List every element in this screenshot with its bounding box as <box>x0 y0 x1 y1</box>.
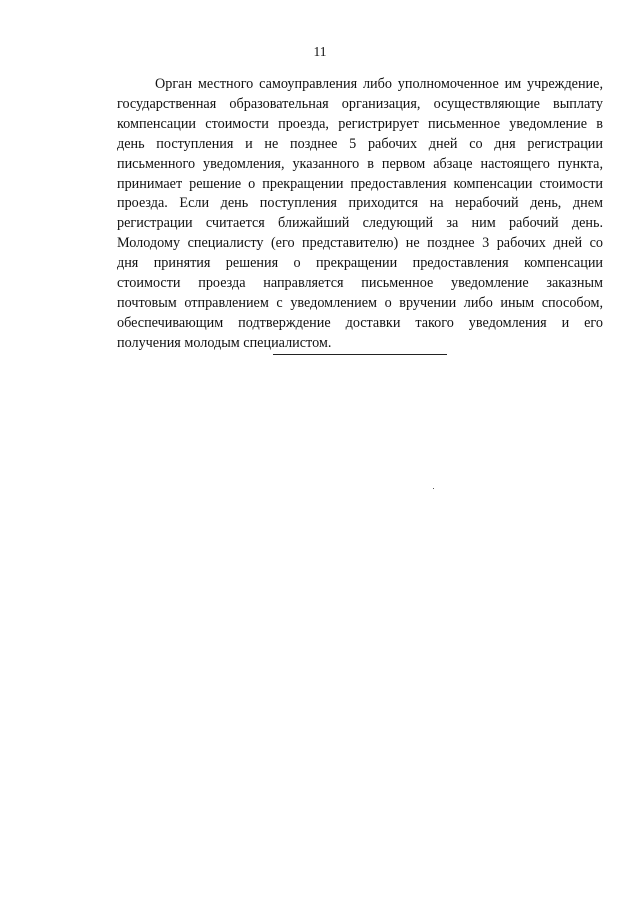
paragraph-line: почтовым отправлением с уведомлением о вручении либо иным способом, <box>117 294 603 311</box>
paragraph-line: государственная образовательная организация, осуществляющие выплату <box>117 95 603 112</box>
paragraph-line: обеспечивающим подтверждение доставки такого уведомления и его <box>117 314 603 331</box>
paragraph-line: Орган местного самоуправления либо уполномоченное им учреждение, <box>155 76 603 92</box>
end-separator-line <box>273 354 447 355</box>
paragraph-line: письменного уведомления, указанного в первом абзаце настоящего пункта, <box>117 155 603 172</box>
paragraph-line: стоимости проезда направляется письменное уведомление заказным <box>117 275 603 292</box>
paragraph-line: дня принятия решения о прекращении предоставления компенсации <box>117 255 603 272</box>
paragraph-line: компенсации стоимости проезда, регистрирует письменное уведомление в <box>117 115 603 132</box>
paragraph-line: день поступления и не позднее 5 рабочих дней со дня регистрации <box>117 135 603 152</box>
paragraph-line: регистрации считается ближайший следующий за ним рабочий день. <box>117 215 603 232</box>
paragraph-line: принимает решение о прекращении предоставления компенсации стоимости <box>117 175 603 192</box>
paragraph-line: получения молодым специалистом. <box>117 334 332 351</box>
scan-speck <box>433 488 434 489</box>
body-paragraph <box>117 75 603 354</box>
paragraph-line: Молодому специалисту (его представителю) не позднее 3 рабочих дней со <box>117 235 603 252</box>
page-number: 11 <box>313 44 327 59</box>
paragraph-line: проезда. Если день поступления приходится на нерабочий день, днем <box>117 195 603 212</box>
